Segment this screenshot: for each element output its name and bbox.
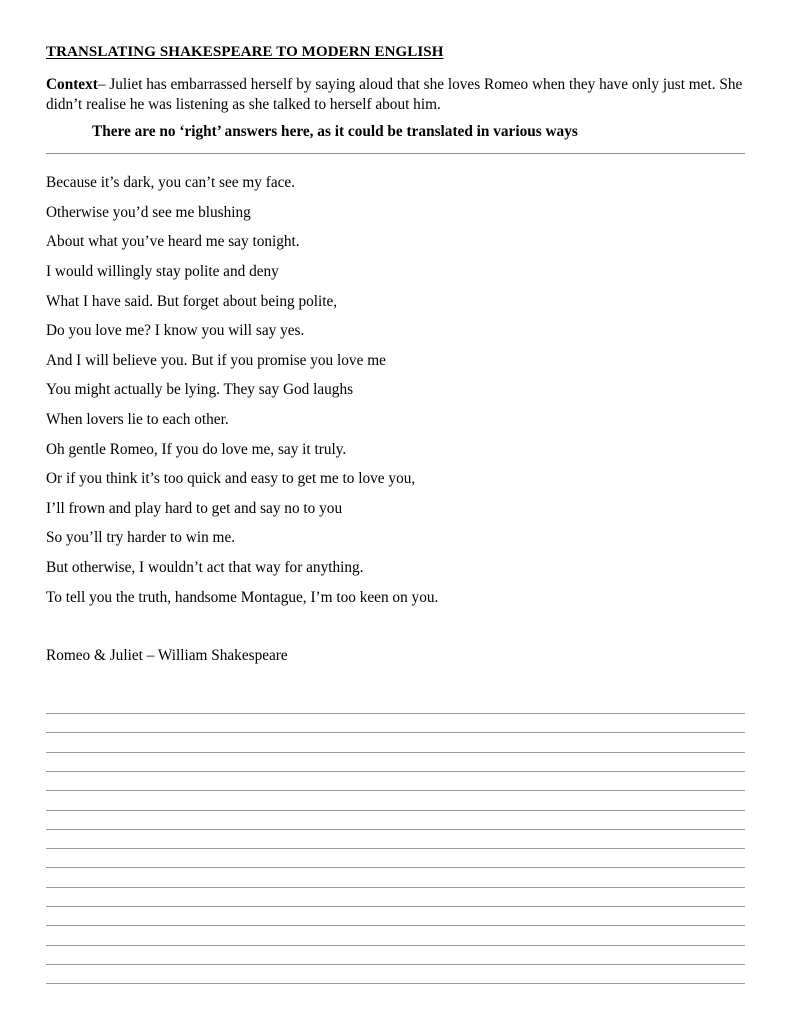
context-label: Context — [46, 76, 98, 94]
poem-line: Otherwise you’d see me blushing — [46, 203, 251, 221]
answer-line[interactable] — [46, 888, 745, 907]
context-paragraph — [46, 75, 745, 114]
poem-line: About what you’ve heard me say tonight. — [46, 233, 300, 251]
answer-line[interactable] — [46, 772, 745, 791]
poem-line: And I will believe you. But if you promise you love me — [46, 351, 386, 369]
answer-line[interactable] — [46, 733, 745, 752]
poem-attribution: Romeo & Juliet – William Shakespeare — [46, 647, 288, 665]
answer-line[interactable] — [46, 849, 745, 868]
poem-line: But otherwise, I wouldn’t act that way for anything. — [46, 558, 364, 576]
poem-line: Because it’s dark, you can’t see my face. — [46, 174, 296, 192]
poem-line: Oh gentle Romeo, If you do love me, say it truly. — [46, 440, 347, 458]
context-text: – Juliet has embarrassed herself by saying aloud that she loves Romeo when they have only just met. She didn’t realise he was listening as she talked to herself about him. — [46, 76, 743, 113]
poem-line: You might actually be lying. They say God laughs — [46, 381, 354, 399]
answer-line[interactable] — [46, 714, 745, 733]
answer-line[interactable] — [46, 830, 745, 849]
answer-line[interactable] — [46, 695, 745, 714]
answer-line[interactable] — [46, 946, 745, 965]
poem-line: What I have said. But forget about being polite, — [46, 292, 338, 310]
poem-line: Or if you think it’s too quick and easy to get me to love you, — [46, 470, 416, 488]
answer-line[interactable] — [46, 811, 745, 830]
poem-line: When lovers lie to each other. — [46, 411, 229, 428]
answer-line[interactable] — [46, 907, 745, 926]
instruction-subtitle: There are no ‘right’ answers here, as it could be translated in various ways — [92, 123, 578, 141]
answer-line[interactable] — [46, 868, 745, 887]
answer-lines-area[interactable] — [46, 695, 745, 984]
poem-line: I’ll frown and play hard to get and say no to you — [46, 499, 343, 517]
answer-line[interactable] — [46, 753, 745, 772]
header-divider-rule — [46, 153, 745, 154]
poem-line: To tell you the truth, handsome Montague, I’m too keen on you. — [46, 588, 439, 606]
answer-line[interactable] — [46, 965, 745, 984]
poem-line: So you’ll try harder to win me. — [46, 529, 236, 547]
poem-line: I would willingly stay polite and deny — [46, 263, 279, 281]
poem-body — [46, 168, 745, 612]
answer-line[interactable] — [46, 926, 745, 945]
answer-line[interactable] — [46, 791, 745, 810]
poem-line: Do you love me? I know you will say yes. — [46, 322, 305, 340]
page-title: TRANSLATING SHAKESPEARE TO MODERN ENGLISH — [46, 44, 444, 60]
